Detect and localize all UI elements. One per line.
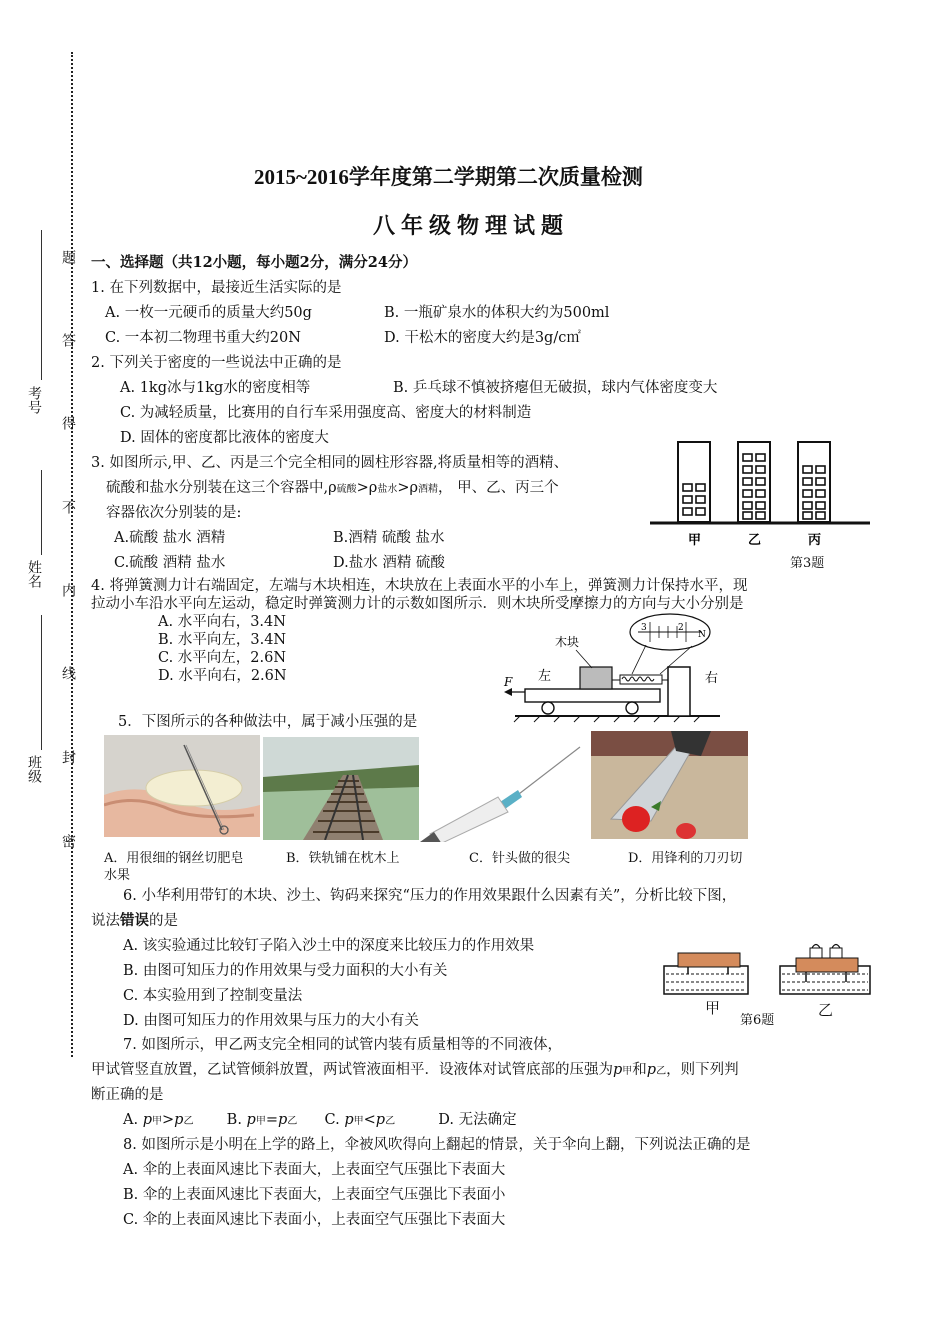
q4-option-a: A. 水平向右，3.4N <box>158 614 286 630</box>
q6-option-a: A. 该实验通过比较钉子陷入沙土中的深度来比较压力的作用效果 <box>123 938 535 954</box>
seal-char: 题 <box>60 250 76 264</box>
binding-dotted-line <box>71 52 73 1057</box>
q1-option-a: A. 一枚一元硬币的质量大约50g <box>105 305 312 321</box>
q7-option-b: B. p甲=p乙 <box>226 1112 298 1128</box>
q1-option-d: D. 干松木的密度大约是3g/c㎡ <box>384 330 581 346</box>
fig-label-force: F <box>504 675 513 689</box>
exam-title: 2015~2016学年度第二学期第二次质量检测 <box>254 165 643 189</box>
seal-char: 不 <box>60 500 76 514</box>
cart-wheel <box>626 702 638 714</box>
knife-strawberry-photo <box>591 731 748 839</box>
seal-char: 封 <box>60 750 76 764</box>
q3-option-a: A.硫酸 盐水 酒精 <box>114 530 226 546</box>
q8-stem: 8. 如图所示是小明在上学的路上，伞被风吹得向上翻起的情景，关于伞向上翻，下列说法正确的是 <box>123 1137 751 1153</box>
q7-options <box>123 1108 517 1129</box>
seal-char: 内 <box>60 583 76 597</box>
q6-line2: 说法错误的是 <box>91 912 178 929</box>
q6-option-d: D. 由图可知压力的作用效果与压力的大小有关 <box>123 1013 419 1029</box>
q7-line3: 断正确的是 <box>91 1087 164 1103</box>
q4-line1: 4. 将弹簧测力计右端固定，左端与木块相连，木块放在上表面水平的小车上，弹簧测力计保持水平，现 <box>91 578 748 594</box>
exam-number-line <box>41 230 42 380</box>
q3-option-d: D.盐水 酒精 硫酸 <box>333 555 445 571</box>
q4-friction-figure <box>500 610 725 725</box>
q5-option-a-cont: 水果 <box>104 868 131 883</box>
q5-stem: 5．下图所示的各种做法中，属于减小压强的是 <box>118 714 418 730</box>
q8-option-c: C. 伞的上表面风速比下表面小，上表面空气压强比下表面大 <box>123 1212 506 1228</box>
seal-char: 密 <box>60 834 76 848</box>
soap-cut-photo <box>104 735 260 837</box>
railway-photo <box>263 737 419 840</box>
scale-mark-3: 3 <box>641 623 647 633</box>
q4-line2: 拉动小车沿水平向左运动，稳定时弹簧测力计的示数如图所示．则木块所受摩擦力的方向与大小分别是 <box>91 596 744 612</box>
name-line <box>41 470 42 555</box>
wood-block <box>580 667 612 689</box>
q7-option-a: A. p甲>p乙 <box>123 1112 194 1128</box>
q3-caption: 第3题 <box>790 556 825 571</box>
q2-option-a: A. 1kg冰与1kg水的密度相等 <box>120 380 311 396</box>
q6-caption: 第6题 <box>740 1013 775 1028</box>
q7-option-c: C. p甲<p乙 <box>324 1112 396 1128</box>
setup-jia <box>664 953 748 994</box>
name-label: 姓名 <box>26 560 42 588</box>
q4-option-d: D. 水平向右，2.6N <box>158 668 287 684</box>
container-yi <box>738 442 770 522</box>
q2-option-d: D. 固体的密度都比液体的密度大 <box>120 430 329 446</box>
q2-stem: 2. 下列关于密度的一些说法中正确的是 <box>91 355 342 371</box>
section-heading: 一、选择题（共12小题，每小题2分，满分24分） <box>91 254 417 271</box>
q7-line2: 甲试管竖直放置，乙试管倾斜放置，两试管液面相平．设液体对试管底部的压强为p甲和p乙，则下列判 <box>91 1062 739 1078</box>
q5-option-b: B．铁轨铺在枕木上 <box>286 851 400 866</box>
q6-option-c: C. 本实验用到了控制变量法 <box>123 988 303 1004</box>
q1-option-b: B. 一瓶矿泉水的体积大约为500ml <box>384 305 610 321</box>
class-line <box>41 615 42 750</box>
q6-option-b: B. 由图可知压力的作用效果与受力面积的大小有关 <box>123 963 448 979</box>
cart-wheel <box>542 702 554 714</box>
q6-fig-jia: 甲 <box>705 999 721 1017</box>
seal-char: 得 <box>60 416 76 430</box>
exam-subtitle: 八年级物理试题 <box>373 213 570 239</box>
seal-char: 线 <box>60 666 76 680</box>
class-label: 班级 <box>26 755 42 783</box>
q3-line3: 容器依次分别装的是: <box>106 505 242 521</box>
q6-nail-block-figure <box>660 938 880 1018</box>
q3-line1: 3. 如图所示,甲、乙、丙是三个完全相同的圆柱形容器,将质量相等的酒精、 <box>91 455 569 471</box>
container-jia <box>678 442 710 522</box>
q4-option-c: C. 水平向左，2.6N <box>158 650 287 666</box>
q6-fig-yi: 乙 <box>818 1001 834 1019</box>
exam-number-label: 考号 <box>26 386 42 414</box>
syringe-photo <box>420 742 585 842</box>
q5-option-a: A．用很细的钢丝切肥皂 <box>104 851 244 866</box>
q3-line2: 硫酸和盐水分别装在这三个容器中,ρ硫酸>ρ盐水>ρ酒精， 甲、乙、丙三个 <box>106 480 559 496</box>
q2-option-b: B. 乒乓球不慎被挤瘪但无破损，球内气体密度变大 <box>393 380 718 396</box>
fig-label-right: 右 <box>705 671 719 686</box>
q7-line1: 7. 如图所示，甲乙两支完全相同的试管内装有质量相等的不同液体， <box>123 1037 562 1053</box>
scale-unit: N <box>698 630 706 640</box>
q3-option-b: B.酒精 硫酸 盐水 <box>333 530 445 546</box>
fig-label-block: 木块 <box>555 635 580 649</box>
q3-containers-figure <box>650 436 870 551</box>
scale-mark-2: 2 <box>678 623 684 633</box>
q8-option-b: B. 伞的上表面风速比下表面大，上表面空气压强比下表面小 <box>123 1187 506 1203</box>
q4-option-b: B. 水平向左，3.4N <box>158 632 287 648</box>
fig-label-yi: 乙 <box>748 533 762 548</box>
q1-stem: 1. 在下列数据中，最接近生活实际的是 <box>91 280 342 296</box>
q7-option-d: D. 无法确定 <box>438 1112 517 1128</box>
cart <box>525 689 660 702</box>
fig-label-bing: 丙 <box>808 533 822 548</box>
q5-option-d: D．用锋利的刀刃切 <box>628 851 743 866</box>
container-bing <box>798 442 830 522</box>
q2-option-c: C. 为减轻质量，比赛用的自行车采用强度高、密度大的材料制造 <box>120 405 532 421</box>
seal-char: 答 <box>60 333 76 347</box>
fig-label-jia: 甲 <box>688 533 702 548</box>
fig-label-left: 左 <box>538 669 552 684</box>
q5-option-c: C．针头做的很尖 <box>469 851 570 866</box>
q1-option-c: C. 一本初二物理书重大约20N <box>105 330 301 346</box>
q6-line1: 6. 小华利用带钉的木块、沙土、钩码来探究“压力的作用效果跟什么因素有关”，分析比较下图， <box>123 888 737 904</box>
setup-yi <box>780 945 870 995</box>
fixed-post <box>668 667 690 716</box>
q3-option-c: C.硫酸 酒精 盐水 <box>114 555 226 571</box>
q8-option-a: A. 伞的上表面风速比下表面大，上表面空气压强比下表面大 <box>123 1162 506 1178</box>
